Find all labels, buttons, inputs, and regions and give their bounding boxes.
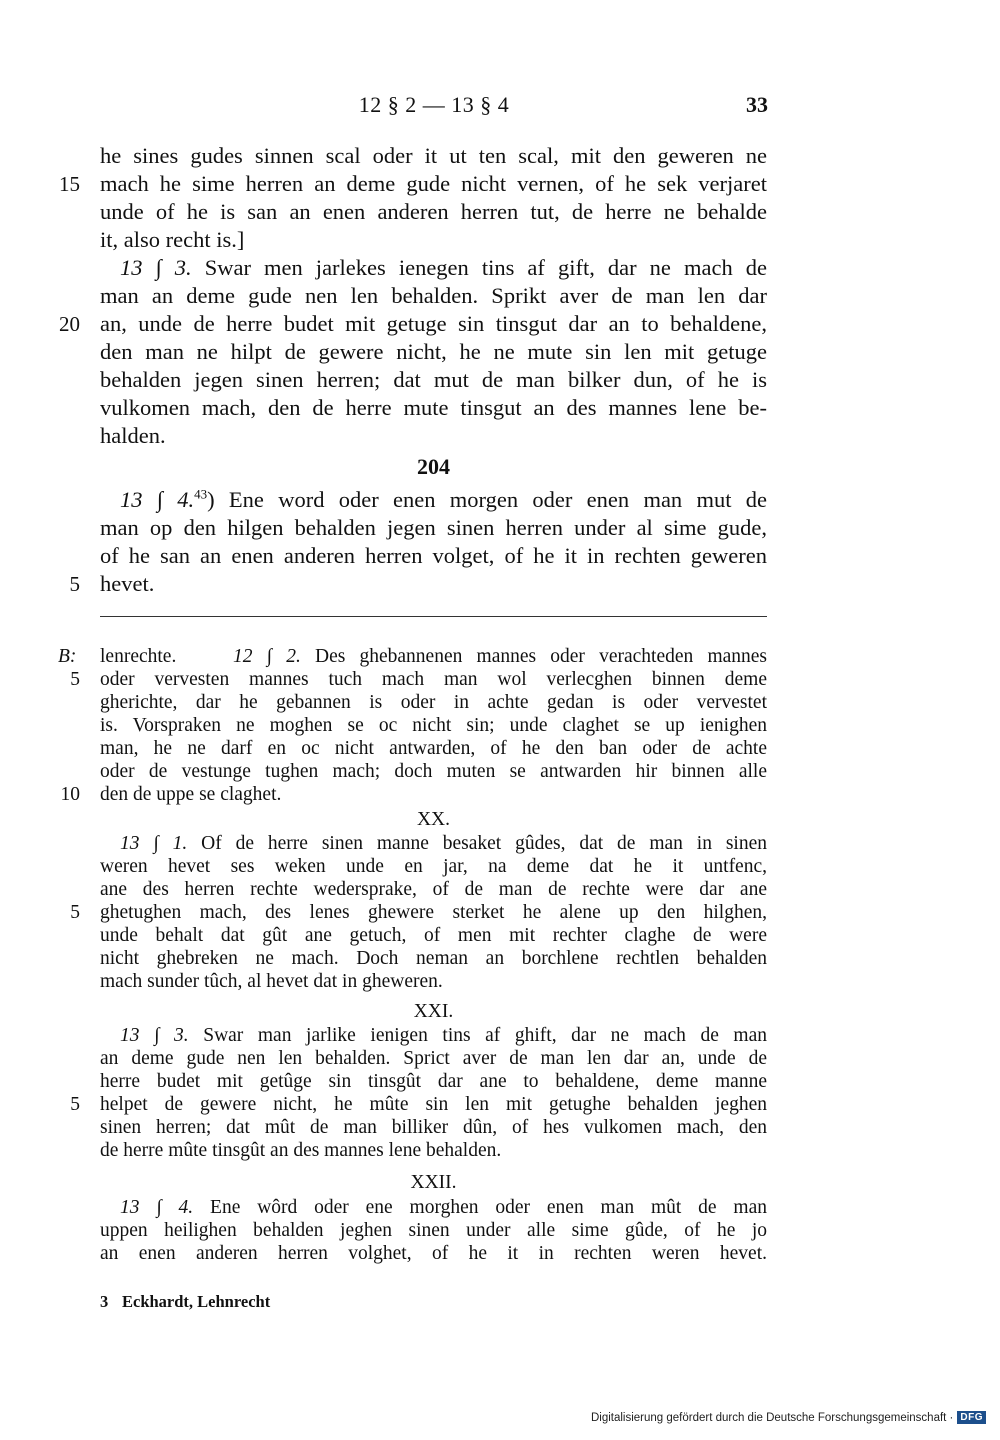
line-text: lenrechte.	[100, 646, 177, 667]
text-line: weren hevet ses weken unde en jar, na deme dat he it untfenc,	[100, 856, 767, 877]
text-line: unde behalt dat gût ane getuch, of men mit rechter claghe de were	[100, 925, 767, 946]
page-number: 33	[746, 92, 768, 117]
source-label: B:	[58, 646, 77, 667]
line-number: 15	[59, 172, 80, 196]
text-line: mach sunder tûch, al hevet dat in gheweren.	[100, 971, 443, 992]
footnote-marker: 43	[194, 486, 208, 502]
digitization-credit	[591, 1411, 986, 1424]
text-line: gherichte, dar he gebannen is oder in achte gedan is oder vervestet	[100, 692, 767, 713]
text-line: an deme gude nen len behalden. Sprict aver de man len dar an, unde de	[100, 1048, 767, 1069]
text-line: man an deme gude nen len behalden. Sprikt aver de man len dar	[100, 283, 767, 308]
text-line: man, he ne darf en oc nicht antwarden, of he den ban oder de achte	[100, 738, 767, 759]
text-line	[120, 1024, 767, 1047]
section-reference: 13 ∫ 1.	[120, 833, 188, 854]
line-number: 5	[70, 669, 80, 690]
section-reference: 13 ∫ 4.	[120, 1197, 194, 1218]
section-reference: 12 ∫ 2.	[233, 646, 301, 667]
text-line: nicht ghebreken ne mach. Doch neman an borchlene rechtlen behalden	[100, 948, 767, 969]
text-line: herre budet mit getûge sin tinsgût dar ane to behaldene, deme manne	[100, 1071, 767, 1092]
text-line: man op den hilgen behalden jegen sinen herren under al sime gude,	[100, 515, 767, 540]
line-text: Of de herre sinen manne besaket gûdes, dat de man in sinen	[187, 833, 768, 854]
text-line: behalden jegen sinen herren; dat mut de man bilker dun, of he is	[100, 367, 767, 392]
text-line	[100, 645, 767, 668]
line-number: 10	[60, 784, 80, 805]
text-line: halden.	[100, 423, 166, 448]
line-number: 20	[59, 312, 80, 336]
line-number: 5	[70, 1094, 80, 1115]
text-line: den de uppe se claghet.	[100, 784, 282, 805]
text-line: de herre mûte tinsgût an des mannes lene behalden.	[100, 1140, 502, 1161]
signature-text: Eckhardt, Lehnrecht	[122, 1292, 271, 1311]
text-line: oder de vestunge tughen mach; doch muten se antwarden hir binnen alle	[100, 761, 767, 782]
text-line: sinen herren; dat mût de man billiker dûn, of hes vulkomen mach, den	[100, 1117, 767, 1138]
line-text: Ene wôrd oder ene morghen oder enen man mût de man	[193, 1197, 767, 1218]
text-line: an, unde de herre budet mit getuge sin tinsgut dar an to behaldene,	[100, 311, 767, 336]
text-line: he sines gudes sinnen scal oder it ut ten scal, mit den geweren ne	[100, 143, 767, 168]
text-line: hevet.	[100, 571, 155, 596]
text-line: unde of he is san an enen anderen herren tut, de herre ne behalde	[100, 199, 767, 224]
line-number: 5	[70, 902, 80, 923]
section-reference: 13 ∫ 3.	[120, 1025, 189, 1046]
text-line: helpet de gewere nicht, he mûte sin len mit getughe behalden jeghen	[100, 1094, 767, 1115]
text-line: an enen anderen herren volghet, of he it in rechten weren hevet.	[100, 1243, 767, 1264]
running-header	[100, 88, 768, 122]
signature-number: 3	[100, 1292, 109, 1311]
digitization-text: Digitalisierung gefördert durch die Deutsche Forschungsgemeinschaft ·	[590, 1411, 954, 1424]
text-line: is. Vorspraken ne moghen se oc nicht sin; unde claghet se up ienighen	[100, 715, 767, 736]
text-line: uppen heilighen behalden jeghen sinen under alle sime gûde, of he jo	[100, 1220, 767, 1241]
section-reference: 13 ∫ 4.	[120, 487, 195, 512]
chapter-heading-xxii: XXII.	[410, 1172, 457, 1193]
line-text: Swar men jarlekes ienegen tins af gift, dar ne mach de	[191, 255, 767, 280]
dfg-logo: DFG	[957, 1411, 986, 1424]
text-line: oder vervesten mannes tuch mach man wol verlecghen binnen deme	[100, 669, 767, 690]
line-number: 5	[69, 572, 80, 596]
text-line: vulkomen mach, den de herre mute tinsgut an des mannes lene be-	[100, 395, 767, 420]
text-line: of he san an enen anderen herren volget, of he it in rechten geweren	[100, 543, 767, 568]
text-line: mach he sime herren an deme gude nicht vernen, of he sek verjaret	[100, 171, 767, 196]
header-section-range: 12 § 2 — 13 § 4	[358, 92, 510, 117]
chapter-heading-xx: XX.	[416, 809, 451, 830]
apparatus-divider	[100, 616, 767, 617]
section-marker: 204	[417, 454, 450, 479]
line-text: ) Ene word oder enen morgen oder enen man mut de	[207, 487, 768, 512]
line-text: Des ghebannenen mannes oder verachteden mannes	[300, 646, 768, 667]
section-reference: 13 ∫ 3.	[120, 255, 192, 280]
text-line	[120, 486, 767, 514]
text-line: ane des herren rechte wedersprake, of de man de rechte were dar ane	[100, 879, 767, 900]
text-line: den man ne hilpt de gewere nicht, he ne mute sin len mit getuge	[100, 339, 767, 364]
printer-signature	[100, 1292, 270, 1312]
text-line: it, also recht is.]	[100, 227, 245, 252]
text-line	[120, 832, 767, 855]
text-line	[120, 254, 767, 282]
line-text: Swar man jarlike ienigen tins af ghift, dar ne mach de man	[188, 1025, 768, 1046]
chapter-heading-xxi: XXI.	[413, 1001, 454, 1022]
text-line	[120, 1196, 767, 1219]
text-line: ghetughen mach, des lenes ghewere sterket he alene up den hilghen,	[100, 902, 767, 923]
